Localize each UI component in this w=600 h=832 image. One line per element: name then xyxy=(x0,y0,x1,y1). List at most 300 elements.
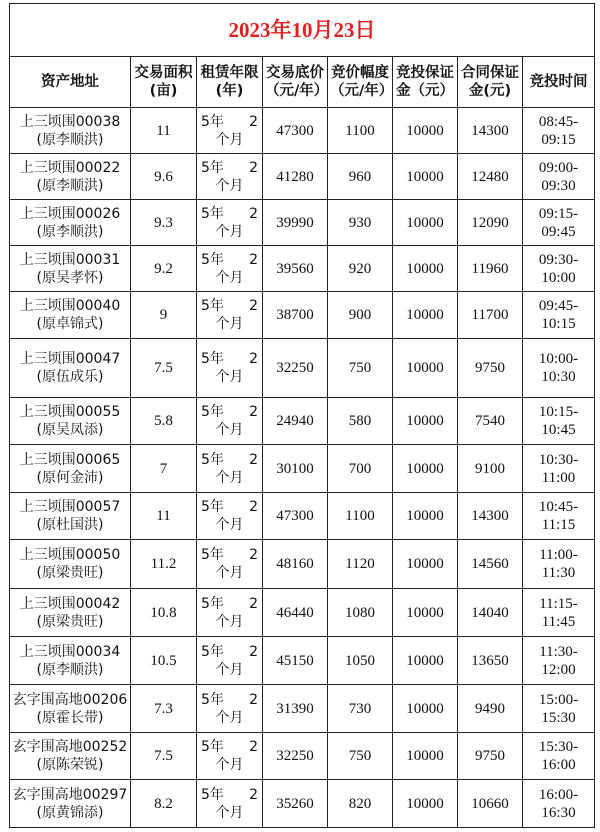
base-price-cell xyxy=(263,540,328,589)
lease-months-number: 2 xyxy=(249,786,258,803)
address-cell xyxy=(10,108,131,154)
bid-deposit-cell xyxy=(393,780,458,828)
bid-increment-value: 920 xyxy=(348,260,372,277)
contract-deposit-value: 9490 xyxy=(475,700,505,717)
bid-increment-cell xyxy=(328,292,393,339)
area-value: 11 xyxy=(156,508,171,524)
address-text: 上三顷围00034 xyxy=(19,643,121,660)
contract-deposit-cell xyxy=(458,493,523,540)
bid-time-cell xyxy=(523,200,595,246)
contract-deposit-cell xyxy=(458,780,523,828)
base-price-value: 32250 xyxy=(276,748,314,764)
bid-time-start: 11:00- xyxy=(539,547,578,563)
lease-term-cell xyxy=(197,685,263,733)
contract-deposit-cell xyxy=(458,445,523,493)
bid-increment-value: 960 xyxy=(348,168,372,185)
bid-time-start: 09:45- xyxy=(538,298,579,314)
contract-deposit-cell xyxy=(458,733,523,780)
base-price-cell xyxy=(263,108,328,154)
address-text: 上三顷围00057 xyxy=(19,499,121,515)
bid-time-cell xyxy=(523,339,595,398)
original-owner-text: (原梁贵旺) xyxy=(36,565,104,581)
lease-months-number: 2 xyxy=(249,643,258,660)
base-price-value: 48160 xyxy=(276,556,314,572)
bid-increment-cell xyxy=(328,108,393,154)
address-cell xyxy=(10,589,131,637)
base-price-value: 39990 xyxy=(276,214,314,231)
bid-increment-value: 1100 xyxy=(345,508,375,524)
bid-time-start: 09:30- xyxy=(538,251,579,268)
lease-months-number: 2 xyxy=(249,159,258,176)
area-value: 9.6 xyxy=(154,168,173,185)
area-value: 11 xyxy=(156,122,171,139)
bid-increment-value: 700 xyxy=(348,460,372,477)
lease-term-line xyxy=(201,738,258,756)
bid-increment-cell xyxy=(328,154,393,200)
table-row xyxy=(10,445,595,493)
base-price-cell xyxy=(263,780,328,828)
address-text: 上三顷围00022 xyxy=(19,159,121,176)
area-cell xyxy=(131,685,197,733)
bid-time-cell xyxy=(523,108,595,154)
auction-table xyxy=(9,3,595,828)
header-area: 交易面积(亩) xyxy=(131,57,197,108)
lease-months-number: 2 xyxy=(249,251,258,268)
bid-increment-cell xyxy=(328,246,393,292)
original-owner-text: (原吴凤添) xyxy=(36,422,104,438)
lease-term-line xyxy=(201,498,258,516)
bid-increment-value: 900 xyxy=(348,307,372,323)
address-text: 上三顷围00065 xyxy=(19,451,121,468)
bid-increment-value: 750 xyxy=(348,748,372,764)
bid-increment-value: 580 xyxy=(348,413,372,429)
bid-deposit-cell xyxy=(393,398,458,445)
base-price-value: 47300 xyxy=(276,122,314,139)
lease-years: 5年 xyxy=(201,159,224,176)
base-price-cell xyxy=(263,154,328,200)
bid-time-end: 10:00 xyxy=(541,269,576,286)
table-row xyxy=(10,685,595,733)
bid-increment-value: 1120 xyxy=(345,556,375,572)
lease-term-cell xyxy=(197,398,263,445)
bid-time-cell xyxy=(523,398,595,445)
area-cell xyxy=(131,540,197,589)
area-cell xyxy=(131,493,197,540)
contract-deposit-cell xyxy=(458,246,523,292)
table-row xyxy=(10,493,595,540)
lease-term-line xyxy=(201,786,258,804)
original-owner-text: (原陈荣锐) xyxy=(36,757,104,773)
bid-time-cell xyxy=(523,637,595,685)
base-price-value: 41280 xyxy=(276,168,314,185)
area-value: 7.3 xyxy=(154,700,173,717)
base-price-cell xyxy=(263,398,328,445)
original-owner-text: (原李顺洪) xyxy=(36,661,104,678)
contract-deposit-value: 7540 xyxy=(475,413,505,429)
bid-time-end: 15:30 xyxy=(541,709,576,726)
address-cell xyxy=(10,685,131,733)
lease-years: 5年 xyxy=(201,643,224,660)
base-price-value: 39560 xyxy=(276,260,314,277)
lease-months-number: 2 xyxy=(249,113,258,130)
lease-months-number: 2 xyxy=(249,451,258,468)
base-price-cell xyxy=(263,733,328,780)
lease-years: 5年 xyxy=(201,451,224,468)
contract-deposit-cell xyxy=(458,637,523,685)
lease-term-line xyxy=(201,251,258,269)
lease-term-cell xyxy=(197,246,263,292)
original-owner-text: (原梁贵旺) xyxy=(36,613,104,630)
lease-term-line xyxy=(201,546,258,564)
bid-increment-cell xyxy=(328,339,393,398)
bid-deposit-value: 10000 xyxy=(406,168,444,185)
bid-time-end: 10:45 xyxy=(541,422,576,438)
area-value: 9.2 xyxy=(154,260,173,277)
lease-term-cell xyxy=(197,733,263,780)
lease-years: 5年 xyxy=(201,595,224,612)
contract-deposit-value: 9750 xyxy=(475,360,505,376)
bid-increment-cell xyxy=(328,540,393,589)
bid-deposit-cell xyxy=(393,108,458,154)
lease-term-cell xyxy=(197,493,263,540)
bid-deposit-cell xyxy=(393,154,458,200)
address-cell xyxy=(10,246,131,292)
lease-years: 5年 xyxy=(201,404,224,420)
bid-increment-cell xyxy=(328,589,393,637)
bid-time-cell xyxy=(523,445,595,493)
bid-time-end: 11:30 xyxy=(541,565,576,581)
lease-months-unit: 个月 xyxy=(215,804,244,821)
bid-time-end: 09:15 xyxy=(541,131,576,148)
bid-time-end: 12:00 xyxy=(541,661,576,678)
base-price-cell xyxy=(263,589,328,637)
bid-deposit-value: 10000 xyxy=(406,604,444,621)
lease-term-cell xyxy=(197,780,263,828)
bid-increment-cell xyxy=(328,780,393,828)
area-value: 7 xyxy=(159,460,168,477)
contract-deposit-value: 14560 xyxy=(471,556,509,572)
lease-term-line xyxy=(201,643,258,661)
bid-deposit-value: 10000 xyxy=(406,214,444,231)
bid-increment-value: 1100 xyxy=(345,122,375,139)
original-owner-text: (原杜国洪) xyxy=(36,517,104,533)
header-contract-deposit: 合同保证金(元) xyxy=(458,57,523,108)
lease-term-cell xyxy=(197,200,263,246)
lease-months-unit: 个月 xyxy=(215,469,244,486)
lease-term-line xyxy=(201,350,258,368)
bid-deposit-cell xyxy=(393,292,458,339)
lease-months-number: 2 xyxy=(249,205,258,222)
area-value: 10.8 xyxy=(150,604,177,621)
address-text: 上三顷围00050 xyxy=(19,547,121,563)
contract-deposit-value: 11960 xyxy=(471,260,509,277)
lease-term-line xyxy=(201,205,258,223)
base-price-cell xyxy=(263,493,328,540)
area-cell xyxy=(131,733,197,780)
original-owner-text: (原李顺洪) xyxy=(36,223,104,240)
area-cell xyxy=(131,292,197,339)
base-price-cell xyxy=(263,200,328,246)
original-owner-text: (原李顺洪) xyxy=(36,177,104,194)
lease-term-cell xyxy=(197,637,263,685)
bid-time-cell xyxy=(523,292,595,339)
base-price-value: 30100 xyxy=(276,460,314,477)
bid-deposit-value: 10000 xyxy=(406,360,444,376)
bid-time-start: 10:00- xyxy=(538,351,579,367)
bid-time-end: 16:00 xyxy=(541,757,576,773)
bid-deposit-cell xyxy=(393,445,458,493)
table-row xyxy=(10,733,595,780)
table-row xyxy=(10,780,595,828)
bid-time-cell xyxy=(523,733,595,780)
lease-term-line xyxy=(201,595,258,613)
base-price-value: 46440 xyxy=(276,604,314,621)
table-title-date: 2023年10月23日 xyxy=(10,4,595,57)
bid-increment-cell xyxy=(328,398,393,445)
address-cell xyxy=(10,200,131,246)
area-value: 7.5 xyxy=(154,748,173,764)
bid-increment-cell xyxy=(328,493,393,540)
area-cell xyxy=(131,637,197,685)
lease-term-line xyxy=(201,159,258,177)
original-owner-text: (原伍成乐) xyxy=(36,369,104,385)
base-price-value: 38700 xyxy=(276,307,314,323)
original-owner-text: (原霍长带) xyxy=(36,709,104,726)
lease-term-line xyxy=(201,297,258,315)
contract-deposit-cell xyxy=(458,154,523,200)
bid-time-cell xyxy=(523,154,595,200)
bid-deposit-cell xyxy=(393,493,458,540)
bid-time-start: 11:15- xyxy=(539,595,578,612)
contract-deposit-value: 14300 xyxy=(471,508,509,524)
base-price-cell xyxy=(263,637,328,685)
table-row xyxy=(10,108,595,154)
bid-time-end: 11:00 xyxy=(541,469,576,486)
area-cell xyxy=(131,589,197,637)
bid-time-cell xyxy=(523,493,595,540)
address-text: 玄字围高地00252 xyxy=(12,739,128,755)
lease-years: 5年 xyxy=(201,499,224,515)
contract-deposit-cell xyxy=(458,589,523,637)
contract-deposit-value: 13650 xyxy=(471,652,509,669)
contract-deposit-cell xyxy=(458,292,523,339)
lease-years: 5年 xyxy=(201,691,224,708)
bid-deposit-value: 10000 xyxy=(406,460,444,477)
address-cell xyxy=(10,398,131,445)
contract-deposit-cell xyxy=(458,685,523,733)
address-text: 玄字围高地00206 xyxy=(12,691,128,708)
header-bid-deposit: 竞投保证金（元） xyxy=(393,57,458,108)
lease-months-unit: 个月 xyxy=(215,661,244,678)
bid-deposit-cell xyxy=(393,246,458,292)
bid-time-start: 11:30- xyxy=(539,643,578,660)
lease-term-cell xyxy=(197,339,263,398)
table-row xyxy=(10,398,595,445)
area-cell xyxy=(131,780,197,828)
bid-increment-value: 1050 xyxy=(345,652,375,669)
area-cell xyxy=(131,154,197,200)
bid-time-cell xyxy=(523,780,595,828)
bid-time-cell xyxy=(523,540,595,589)
bid-increment-value: 750 xyxy=(348,360,372,376)
lease-term-line xyxy=(201,451,258,469)
lease-months-unit: 个月 xyxy=(215,131,244,148)
bid-time-start: 16:00- xyxy=(538,786,579,803)
bid-deposit-value: 10000 xyxy=(406,748,444,764)
bid-time-cell xyxy=(523,246,595,292)
address-cell xyxy=(10,637,131,685)
bid-time-end: 10:15 xyxy=(541,316,576,332)
lease-months-unit: 个月 xyxy=(215,369,244,385)
lease-years: 5年 xyxy=(201,739,224,755)
original-owner-text: (原何金沛) xyxy=(36,469,104,486)
bid-time-start: 10:45- xyxy=(538,499,579,515)
bid-increment-value: 820 xyxy=(348,795,372,812)
address-text: 上三顷围00026 xyxy=(19,205,121,222)
address-cell xyxy=(10,445,131,493)
address-cell xyxy=(10,540,131,589)
address-text: 上三顷围00047 xyxy=(19,351,121,367)
address-text: 上三顷围00038 xyxy=(19,113,121,130)
address-cell xyxy=(10,154,131,200)
area-value: 5.8 xyxy=(154,413,173,429)
lease-term-cell xyxy=(197,445,263,493)
contract-deposit-value: 14040 xyxy=(471,604,509,621)
original-owner-text: (原卓锦式) xyxy=(36,316,104,332)
area-cell xyxy=(131,445,197,493)
bid-deposit-cell xyxy=(393,589,458,637)
lease-months-unit: 个月 xyxy=(215,223,244,240)
base-price-cell xyxy=(263,246,328,292)
lease-years: 5年 xyxy=(201,251,224,268)
area-value: 8.2 xyxy=(154,795,173,812)
lease-months-unit: 个月 xyxy=(215,517,244,533)
table-row xyxy=(10,339,595,398)
bid-time-end: 11:45 xyxy=(541,613,576,630)
contract-deposit-value: 11700 xyxy=(471,307,509,323)
lease-years: 5年 xyxy=(201,786,224,803)
address-cell xyxy=(10,780,131,828)
header-address: 资产地址 xyxy=(10,57,131,108)
bid-deposit-value: 10000 xyxy=(406,556,444,572)
area-value: 11.2 xyxy=(150,556,177,572)
table-row xyxy=(10,200,595,246)
area-cell xyxy=(131,246,197,292)
lease-term-cell xyxy=(197,108,263,154)
lease-months-unit: 个月 xyxy=(215,422,244,438)
original-owner-text: (原吴孝怀) xyxy=(36,269,104,286)
area-value: 9 xyxy=(159,307,168,323)
area-cell xyxy=(131,339,197,398)
bid-increment-value: 1080 xyxy=(345,604,375,621)
contract-deposit-cell xyxy=(458,540,523,589)
address-text: 上三顷围00042 xyxy=(19,595,121,612)
table-row xyxy=(10,637,595,685)
bid-time-start: 09:00- xyxy=(538,159,579,176)
table-row xyxy=(10,154,595,200)
bid-time-start: 09:15- xyxy=(538,205,579,222)
area-value: 9.3 xyxy=(154,214,173,231)
bid-deposit-value: 10000 xyxy=(406,652,444,669)
contract-deposit-value: 12090 xyxy=(471,214,509,231)
lease-months-unit: 个月 xyxy=(215,757,244,773)
bid-time-start: 08:45- xyxy=(538,113,579,130)
bid-increment-value: 730 xyxy=(348,700,372,717)
address-text: 上三顷围00040 xyxy=(19,298,121,314)
area-cell xyxy=(131,200,197,246)
bid-time-start: 15:30- xyxy=(538,739,579,755)
contract-deposit-cell xyxy=(458,398,523,445)
lease-months-unit: 个月 xyxy=(215,269,244,286)
address-text: 上三顷围00031 xyxy=(19,251,121,268)
address-cell xyxy=(10,292,131,339)
lease-term-line xyxy=(201,113,258,131)
lease-months-unit: 个月 xyxy=(215,565,244,581)
original-owner-text: (原李顺洪) xyxy=(36,131,104,148)
lease-term-cell xyxy=(197,154,263,200)
bid-time-start: 10:30- xyxy=(538,451,579,468)
contract-deposit-value: 10660 xyxy=(471,795,509,812)
lease-term-cell xyxy=(197,589,263,637)
lease-months-number: 2 xyxy=(249,691,258,708)
bid-time-end: 09:30 xyxy=(541,177,576,194)
table-row xyxy=(10,246,595,292)
area-cell xyxy=(131,108,197,154)
bid-increment-value: 930 xyxy=(348,214,372,231)
lease-months-unit: 个月 xyxy=(215,613,244,630)
bid-deposit-value: 10000 xyxy=(406,260,444,277)
bid-increment-cell xyxy=(328,200,393,246)
base-price-cell xyxy=(263,339,328,398)
bid-deposit-value: 10000 xyxy=(406,413,444,429)
bid-time-end: 16:30 xyxy=(541,804,576,821)
address-text: 玄字围高地00297 xyxy=(12,786,128,803)
contract-deposit-value: 12480 xyxy=(471,168,509,185)
lease-months-unit: 个月 xyxy=(215,177,244,194)
lease-years: 5年 xyxy=(201,113,224,130)
bid-deposit-cell xyxy=(393,685,458,733)
address-text: 上三顷围00055 xyxy=(19,404,121,420)
lease-years: 5年 xyxy=(201,351,224,367)
lease-term-cell xyxy=(197,540,263,589)
bid-increment-cell xyxy=(328,445,393,493)
table-row xyxy=(10,292,595,339)
bid-deposit-value: 10000 xyxy=(406,307,444,323)
bid-deposit-cell xyxy=(393,200,458,246)
lease-months-number: 2 xyxy=(249,351,258,367)
header-lease-term: 租赁年限(年) xyxy=(197,57,263,108)
bid-time-end: 10:30 xyxy=(541,369,576,385)
area-cell xyxy=(131,398,197,445)
table-row xyxy=(10,589,595,637)
bid-time-start: 10:15- xyxy=(538,404,579,420)
table-row xyxy=(10,540,595,589)
contract-deposit-value: 14300 xyxy=(471,122,509,139)
base-price-value: 47300 xyxy=(276,508,314,524)
bid-deposit-cell xyxy=(393,540,458,589)
lease-years: 5年 xyxy=(201,547,224,563)
lease-months-unit: 个月 xyxy=(215,316,244,332)
lease-term-cell xyxy=(197,292,263,339)
lease-years: 5年 xyxy=(201,298,224,314)
base-price-value: 31390 xyxy=(276,700,314,717)
lease-months-number: 2 xyxy=(249,404,258,420)
header-bid-time: 竞投时间 xyxy=(523,57,595,108)
bid-deposit-value: 10000 xyxy=(406,122,444,139)
base-price-value: 35260 xyxy=(276,795,314,812)
base-price-value: 45150 xyxy=(276,652,314,669)
bid-time-end: 11:15 xyxy=(541,517,576,533)
